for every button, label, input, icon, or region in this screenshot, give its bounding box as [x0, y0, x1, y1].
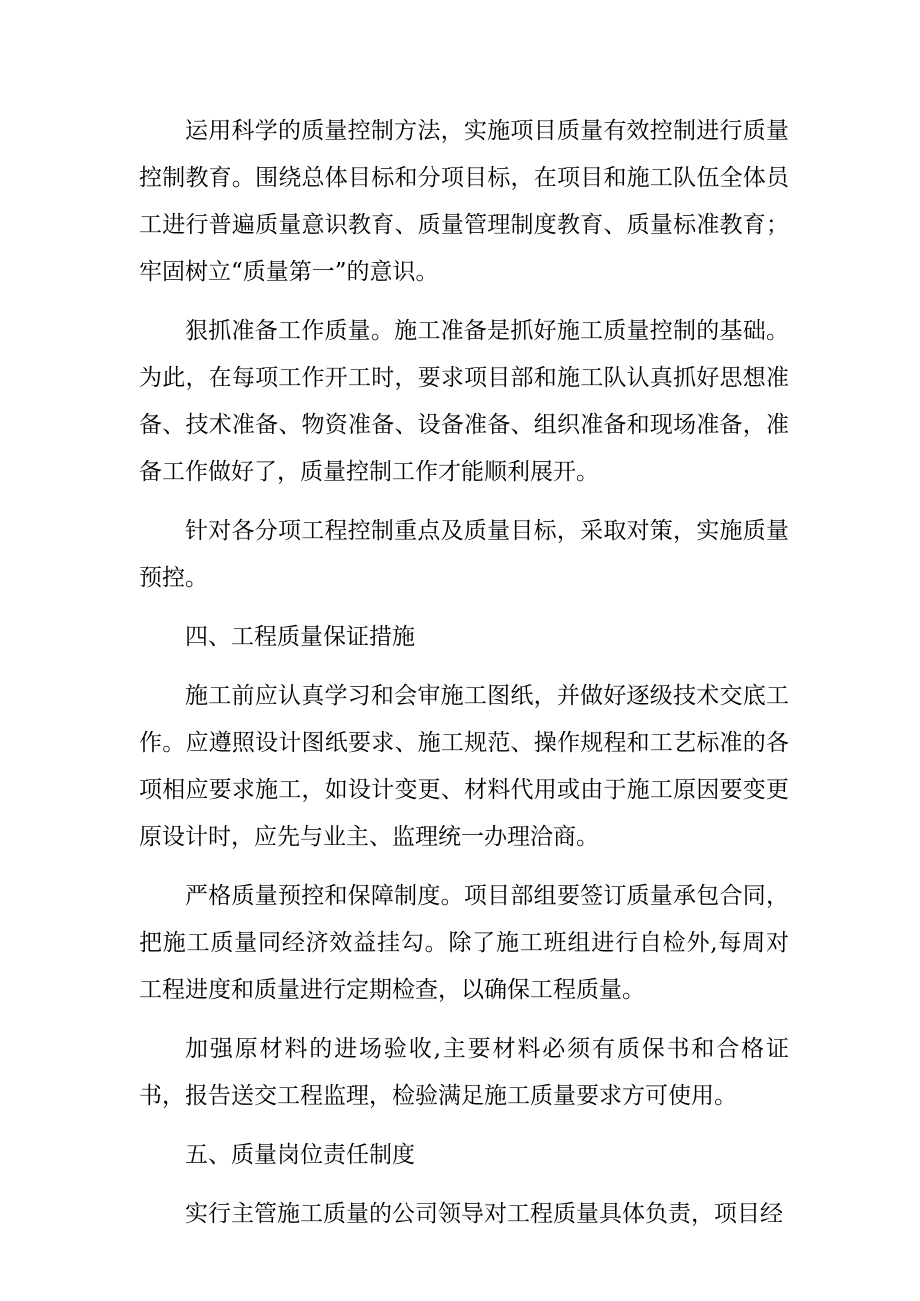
paragraph-material-acceptance: 加强原材料的进场验收,主要材料必须有质保书和合格证书，报告送交工程监理，检验满足施工质量要求方可使用。 [139, 1036, 789, 1109]
paragraph-leadership-responsibility: 实行主管施工质量的公司领导对工程质量具体负责，项目经 [185, 1201, 783, 1227]
paragraph-pre-control-system: 严格质量预控和保障制度。项目部组要签订质量承包合同，把施工质量同经济效益挂勾。除了施工班组进行自检外,每周对工程进度和质量进行定期检查，以确保工程质量。 [139, 883, 789, 1003]
document-body [139, 108, 789, 1250]
paragraph-pre-control: 针对各分项工程控制重点及质量目标，采取对策，实施质量预控。 [139, 518, 789, 591]
paragraph-drawing-review: 施工前应认真学习和会审施工图纸，并做好逐级技术交底工作。应遵照设计图纸要求、施工规范、操作规程和工艺标准的各项相应要求施工，如设计变更、材料代用或由于施工原因要变更原设计时，应先与业主、监理统一办理洽商。 [139, 683, 789, 850]
paragraph-preparation-quality: 狠抓准备工作质量。施工准备是抓好施工质量控制的基础。为此，在每项工作开工时，要求项目部和施工队认真抓好思想准备、技术准备、物资准备、设备准备、组织准备和现场准备，准备工作做好了，质量控制工作才能顺利展开。 [139, 318, 789, 485]
section-heading-responsibility: 五、质量岗位责任制度 [185, 1142, 415, 1168]
section-heading-quality-assurance: 四、工程质量保证措施 [185, 624, 415, 650]
paragraph-quality-education: 运用科学的质量控制方法，实施项目质量有效控制进行质量控制教育。围绕总体目标和分项目标，在项目和施工队伍全体员工进行普遍质量意识教育、质量管理制度教育、质量标准教育；牢固树立“质量第一”的意识。 [139, 118, 789, 285]
